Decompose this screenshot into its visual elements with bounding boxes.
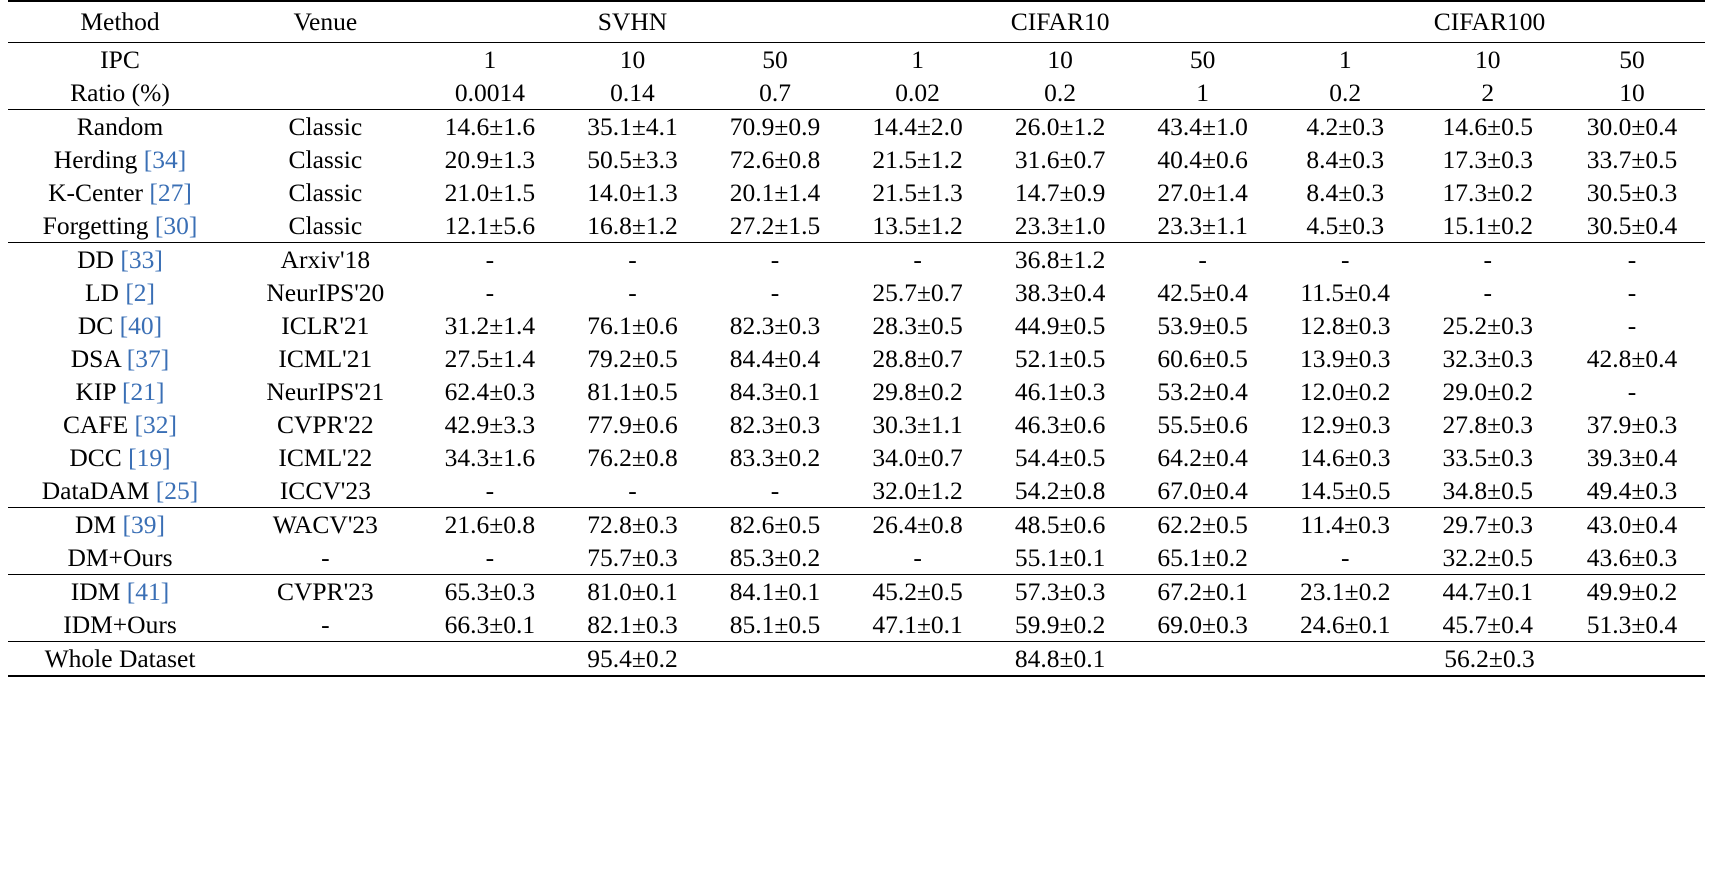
row-value: 34.3±1.6 [444,442,536,472]
row-value: 85.3±0.2 [729,542,821,572]
row-value: 57.3±0.3 [989,575,1132,609]
whole-dataset-venue-blank [232,642,419,677]
method-name: DataDAM [41,475,150,505]
method-name: LD [84,277,119,307]
row-value: 44.7±0.1 [1416,575,1559,609]
row-venue: Classic [288,144,363,174]
row-value: 39.3±0.4 [1586,442,1678,472]
row-venue: Classic [232,110,419,144]
row-value: 11.5±0.4 [1300,277,1390,307]
row-value: 21.5±1.3 [872,177,963,207]
row-value: 82.3±0.3 [729,409,821,439]
subheader-ratio-value: 1 [1196,77,1210,107]
row-value: 72.8±0.3 [561,508,704,542]
row-value: 24.6±0.1 [1299,609,1391,639]
row-value: 82.3±0.3 [729,310,821,340]
row-value: - [846,243,989,277]
row-value: 33.7±0.5 [1586,144,1678,174]
row-value: 27.0±1.4 [1157,177,1248,207]
citation-link[interactable]: [2] [125,277,156,307]
row-method [8,342,232,375]
method-name: Herding [53,144,138,174]
row-value: 64.2±0.4 [1157,442,1248,472]
row-venue: Classic [288,210,363,240]
method-name: Random [76,111,164,141]
table-row [8,110,1705,144]
table-row [8,276,1705,309]
row-value: 20.1±1.4 [729,177,821,207]
row-value: 49.4±0.3 [1586,475,1678,505]
subheader-ipc-row [8,43,1705,77]
row-value: 14.7±0.9 [1014,177,1106,207]
row-value: 26.0±1.2 [989,110,1132,144]
row-value: 30.5±0.4 [1586,210,1678,240]
row-value: 36.8±1.2 [989,243,1132,277]
row-value: 42.5±0.4 [1157,277,1248,307]
table-header-row [8,1,1705,43]
row-value: 17.3±0.3 [1442,144,1533,174]
table-row [8,309,1705,342]
row-venue: ICML'21 [278,343,373,373]
row-value: 25.7±0.7 [872,277,963,307]
whole-dataset-label: Whole Dataset [8,642,232,677]
row-value: 81.0±0.1 [561,575,704,609]
row-value: 76.1±0.6 [587,310,678,340]
row-value: 67.2±0.1 [1131,575,1274,609]
row-value: - [1627,277,1637,307]
row-method [8,243,232,277]
table-row [8,608,1705,642]
row-value: - [770,475,780,505]
citation-link[interactable]: [21] [122,376,165,406]
row-value: 65.3±0.3 [419,575,562,609]
row-value: - [561,243,704,277]
subheader-ipc-value: 1 [419,43,562,77]
row-value: 43.6±0.3 [1586,542,1678,572]
row-value: 81.1±0.5 [587,376,678,406]
row-value: 34.0±0.7 [872,442,963,472]
row-venue: - [321,542,330,572]
table-row [8,375,1705,408]
row-value: 21.0±1.5 [444,177,536,207]
row-value: 21.6±0.8 [419,508,562,542]
row-value: 16.8±1.2 [587,210,678,240]
row-value: - [913,542,922,572]
citation-link[interactable]: [41] [126,576,170,606]
table-row [8,143,1705,176]
row-value: 32.3±0.3 [1442,343,1533,373]
subheader-ipc-value: 50 [1559,43,1705,77]
row-value: 32.2±0.5 [1442,542,1533,572]
method-name: IDM+Ours [63,609,177,639]
row-venue: NeurIPS'20 [266,277,385,307]
row-value: 31.6±0.7 [1014,144,1106,174]
row-venue: CVPR'22 [276,409,374,439]
row-value: 28.8±0.7 [872,343,963,373]
citation-link[interactable]: [32] [134,409,178,439]
row-value: - [628,277,637,307]
row-value: 60.6±0.5 [1157,343,1248,373]
row-value: 50.5±3.3 [587,144,678,174]
row-venue: ICLR'21 [281,310,370,340]
row-value: 53.9±0.5 [1157,310,1248,340]
table-row [8,541,1705,575]
whole-dataset-value-cifar10: 84.8±0.1 [846,642,1274,677]
row-value: 37.9±0.3 [1586,409,1678,439]
row-value: 44.9±0.5 [1014,310,1106,340]
row-venue: Arxiv'18 [232,243,419,277]
row-value: 48.5±0.6 [989,508,1132,542]
row-value: - [485,475,495,505]
subheader-ratio-value: 0.0014 [454,77,525,107]
row-value: 72.6±0.8 [729,144,821,174]
row-value: 20.9±1.3 [444,144,536,174]
table-row [8,176,1705,209]
row-value: 14.5±0.5 [1299,475,1391,505]
row-value: 70.9±0.9 [704,110,847,144]
row-value: 21.5±1.2 [872,144,963,174]
row-value: - [1274,243,1417,277]
row-method [8,143,232,176]
subheader-ipc-value: 10 [989,43,1132,77]
row-value: 84.4±0.4 [729,343,821,373]
citation-link[interactable]: [34] [143,144,187,174]
table-row [8,209,1705,243]
subheader-ratio-value: 2 [1481,77,1495,107]
row-value: 62.4±0.3 [444,376,536,406]
citation-link[interactable]: [39] [122,509,165,539]
row-value: - [1559,243,1705,277]
row-value: 8.4±0.3 [1306,144,1385,174]
row-value: 13.5±1.2 [872,210,963,240]
row-value: 45.7±0.4 [1442,609,1533,639]
row-value: 26.4±0.8 [846,508,989,542]
row-value: - [419,243,562,277]
row-value: 66.3±0.1 [444,609,536,639]
row-value: 27.5±1.4 [444,343,536,373]
subheader-ipc-label: IPC [8,43,232,77]
row-value: 11.4±0.3 [1274,508,1417,542]
subheader-ratio-label: Ratio (%) [70,77,170,107]
subheader-ratio-venue-blank [232,76,419,110]
row-venue: NeurIPS'21 [266,376,385,406]
row-value: 30.3±1.1 [872,409,963,439]
row-value: 54.2±0.8 [1014,475,1106,505]
row-value: 29.7±0.3 [1416,508,1559,542]
row-method [8,575,232,609]
row-value: 55.1±0.1 [1014,542,1106,572]
row-value: - [1627,310,1637,340]
subheader-ratio-row [8,76,1705,110]
subheader-ipc-venue-blank [232,43,419,77]
row-value: - [770,277,780,307]
row-value: 27.2±1.5 [729,210,821,240]
row-value: 35.1±4.1 [561,110,704,144]
row-value: 32.0±1.2 [872,475,963,505]
header-dataset-cifar10: CIFAR10 [846,1,1274,43]
table-row [8,243,1705,277]
row-value: 84.3±0.1 [729,376,821,406]
row-value: 17.3±0.2 [1442,177,1533,207]
subheader-ratio-value: 0.14 [610,77,655,107]
row-value: - [1416,243,1559,277]
subheader-ipc-value: 10 [561,43,704,77]
row-value: 14.0±1.3 [587,177,678,207]
row-method [8,375,232,408]
row-value: 25.2±0.3 [1442,310,1533,340]
row-value: 53.2±0.4 [1157,376,1248,406]
row-value: 4.2±0.3 [1274,110,1417,144]
row-value: 76.2±0.8 [587,442,678,472]
row-value: 29.8±0.2 [872,376,963,406]
row-value: - [1131,243,1274,277]
row-venue: ICML'22 [278,442,373,472]
row-value: 30.5±0.3 [1586,177,1678,207]
subheader-ratio-value: 0.7 [759,77,791,107]
row-value: 13.9±0.3 [1299,343,1391,373]
method-name: DSA [70,343,121,373]
subheader-ratio-value: 10 [1619,77,1645,107]
table-row [8,474,1705,508]
row-value: 8.4±0.3 [1306,177,1385,207]
row-value: 65.1±0.2 [1157,542,1248,572]
table-row [8,441,1705,474]
row-value: - [628,475,637,505]
row-value: 14.6±0.3 [1299,442,1391,472]
row-method [8,441,232,474]
row-value: 14.4±2.0 [846,110,989,144]
subheader-ratio-value: 0.02 [895,77,940,107]
row-value: 27.8±0.3 [1442,409,1533,439]
row-value: 67.0±0.4 [1157,475,1248,505]
subheader-ratio-value: 0.2 [1329,77,1362,107]
row-method [8,608,232,642]
method-name: IDM [70,576,121,606]
whole-dataset-value-cifar100: 56.2±0.3 [1274,642,1705,677]
method-name: DM [75,509,117,539]
header-dataset-cifar100: CIFAR100 [1274,1,1705,43]
subheader-ipc-value: 1 [1274,43,1417,77]
row-method [8,110,232,144]
row-value: 45.2±0.5 [846,575,989,609]
row-value: 59.9±0.2 [1014,609,1106,639]
row-value: - [485,542,495,572]
row-method [8,309,232,342]
row-venue: WACV'23 [232,508,419,542]
row-venue: - [321,609,330,639]
row-value: 34.8±0.5 [1442,475,1533,505]
row-value: 12.9±0.3 [1299,409,1391,439]
row-value: 31.2±1.4 [444,310,536,340]
row-value: 82.6±0.5 [704,508,847,542]
row-value: - [1627,376,1637,406]
whole-dataset-row [8,642,1705,677]
row-method [8,508,232,542]
row-method [8,209,232,243]
citation-link[interactable]: [27] [149,177,192,207]
table-row [8,508,1705,542]
row-venue: CVPR'23 [232,575,419,609]
row-value: 46.1±0.3 [1014,376,1106,406]
row-method [8,176,232,209]
row-value: - [485,277,495,307]
row-value: 33.5±0.3 [1442,442,1533,472]
row-value: 38.3±0.4 [1014,277,1106,307]
row-value: 75.7±0.3 [587,542,678,572]
row-value: 42.8±0.4 [1586,343,1678,373]
row-value: 12.1±5.6 [444,210,536,240]
row-value: 12.8±0.3 [1299,310,1391,340]
table-row [8,342,1705,375]
row-value: 40.4±0.6 [1157,144,1248,174]
row-value: 43.0±0.4 [1559,508,1705,542]
subheader-ipc-value: 1 [846,43,989,77]
subheader-ratio-value: 0.2 [1044,77,1077,107]
method-name: DC [77,310,114,340]
row-value: 83.3±0.2 [729,442,821,472]
row-method [8,474,232,508]
header-venue: Venue [232,1,419,43]
row-value: 55.5±0.6 [1157,409,1248,439]
citation-link[interactable]: [40] [119,310,163,340]
header-method: Method [8,1,232,43]
header-dataset-svhn: SVHN [419,1,847,43]
citation-link[interactable]: [37] [126,343,170,373]
row-value: 4.5±0.3 [1306,210,1385,240]
row-value: 77.9±0.6 [587,409,678,439]
row-venue: Classic [288,177,363,207]
row-value: 69.0±0.3 [1157,609,1248,639]
method-name: KIP [75,376,116,406]
method-name: K-Center [48,177,144,207]
row-value: 51.3±0.4 [1586,609,1678,639]
row-value: 23.3±1.1 [1157,210,1248,240]
method-name: Forgetting [42,210,149,240]
row-value: 15.1±0.2 [1442,210,1533,240]
row-value: 52.1±0.5 [1014,343,1106,373]
row-value: 14.6±1.6 [419,110,562,144]
row-value: 12.0±0.2 [1299,376,1391,406]
table-row [8,575,1705,609]
row-value: 79.2±0.5 [587,343,678,373]
citation-link[interactable]: [33] [120,244,163,274]
row-value: 43.4±1.0 [1131,110,1274,144]
method-name: DD [77,244,114,274]
row-value: 46.3±0.6 [1014,409,1106,439]
method-name: CAFE [62,409,129,439]
row-method [8,541,232,575]
row-value: 62.2±0.5 [1131,508,1274,542]
row-method [8,276,232,309]
subheader-ipc-value: 10 [1416,43,1559,77]
row-method [8,408,232,441]
row-value: 42.9±3.3 [444,409,536,439]
row-value: 49.9±0.2 [1559,575,1705,609]
row-value: 85.1±0.5 [729,609,821,639]
row-value: - [1340,542,1350,572]
whole-dataset-value-svhn: 95.4±0.2 [419,642,847,677]
row-value: 47.1±0.1 [872,609,963,639]
citation-link[interactable]: [30] [154,210,198,240]
row-value: - [1483,277,1492,307]
row-value: 82.1±0.3 [587,609,678,639]
row-value: 84.1±0.1 [704,575,847,609]
row-value: 14.6±0.5 [1416,110,1559,144]
row-value: 54.4±0.5 [1014,442,1106,472]
row-value: 23.3±1.0 [1014,210,1106,240]
method-name: DCC [69,442,122,472]
table-row [8,408,1705,441]
subheader-ipc-value: 50 [1131,43,1274,77]
row-venue: ICCV'23 [279,475,371,505]
results-table [8,0,1705,677]
citation-link[interactable]: [19] [128,442,171,472]
row-value: 29.0±0.2 [1442,376,1533,406]
row-value: 23.1±0.2 [1274,575,1417,609]
row-value: - [704,243,847,277]
subheader-ipc-value: 50 [704,43,847,77]
method-name: DM+Ours [67,542,173,572]
row-value: 30.0±0.4 [1559,110,1705,144]
row-value: 28.3±0.5 [872,310,963,340]
citation-link[interactable]: [25] [155,475,199,505]
